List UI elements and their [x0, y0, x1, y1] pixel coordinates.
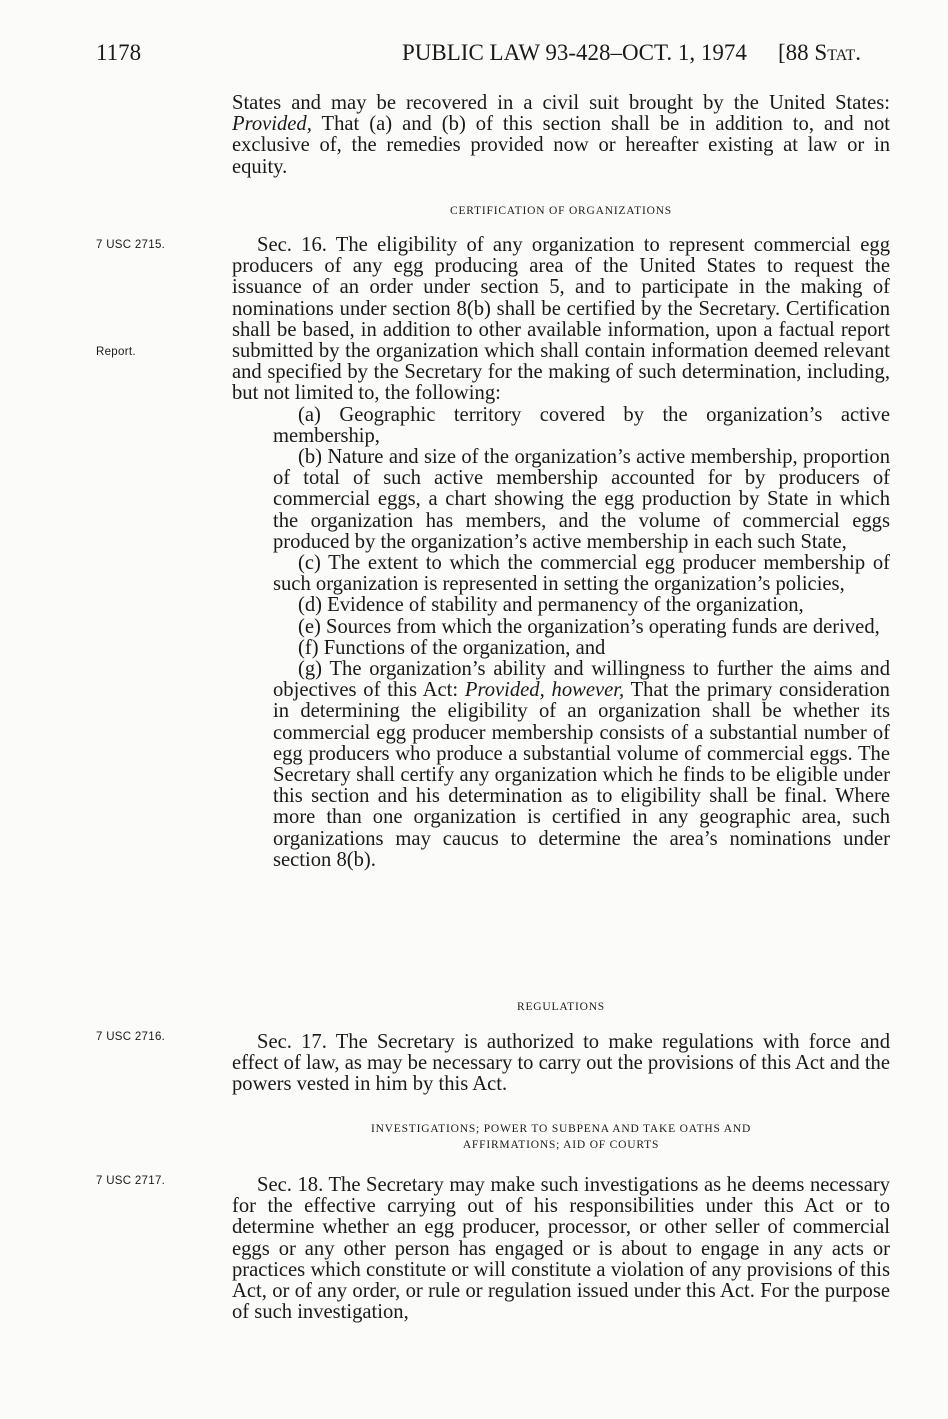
item-g-text-2: That the primary consideration in determining the eligibility of an organization shall be whether its commercial egg producer membership consists of a substantial number of egg producers who produce a substantial volume of commercial eggs. The Secretary shall certify any organization which he finds to be eligible under this section and his determination as to eligibility shall be final. Where more than one organization is certified in any geographic area, such organizations may caucus to determine the area’s nominations under section 8(b). — [273, 679, 890, 871]
item-c: (c) The extent to which the commercial egg producer membership of such organization is represented in setting the organization’s policies, — [273, 552, 890, 596]
section-16-text: Sec. 16. The eligibility of any organization to represent commercial egg producers of any egg producing area of the United States to request the issuance of an order under section 5, and to participate in the making of nominations under section 8(b) shall be certified by the Secretary. Certification shall be based, in addition to other available information, upon a factual report submitted by the organization which shall contain information deemed relevant and specified by the Secretary for the making of such determination, including, but not limited to, the following: — [232, 234, 890, 405]
margin-note-usc-2717: 7 USC 2717. — [96, 1175, 166, 1187]
section-18 — [232, 1175, 890, 1323]
section-18-text: Sec. 18. The Secretary may make such investigations as he deems necessary for the effective carrying out of his responsibilities under this Act or to determine whether an egg producer, processor, or other seller of commercial eggs or any other person has engaged or is about to engage in any acts or practices which constitute or will constitute a violation of any provisions of this Act, or of any order, or rule or regulation issued under this Act. For the purpose of such investigation, — [232, 1174, 890, 1324]
item-d: (d) Evidence of stability and permanency of the organization, — [298, 594, 804, 617]
item-g-text-1: (g) The organization’s ability and willingness to further the aims and objectives of this Act: — [273, 658, 890, 702]
margin-note-usc-2715: 7 USC 2715. — [96, 239, 166, 251]
item-e: (e) Sources from which the organization’s operating funds are derived, — [298, 615, 880, 638]
section-16 — [232, 235, 890, 871]
item-a: (a) Geographic territory covered by the organization’s active membership, — [273, 403, 890, 447]
heading-line-2: AFFIRMATIONS; AID OF COURTS — [462, 1139, 660, 1151]
page-number: 1178 — [96, 40, 142, 65]
section-17 — [232, 1032, 890, 1096]
heading-line-1: INVESTIGATIONS; POWER TO SUBPENA AND TAKE OATHS AND — [370, 1123, 752, 1135]
item-b: (b) Nature and size of the organization’s active membership, proportion of total of such active membership accounted for by producers of commercial eggs, a chart showing the egg production by State in which the organization has members, and the volume of commercial eggs produced by the organization’s active membership in each such State, — [273, 446, 890, 553]
section-heading-certification: CERTIFICATION OF ORGANIZATIONS — [449, 205, 672, 217]
page-title: PUBLIC LAW 93-428–OCT. 1, 1974 — [402, 40, 747, 65]
provided-italic: Provided, — [232, 113, 312, 136]
item-g — [232, 659, 890, 871]
opening-text-1: States and may be recovered in a civil suit brought by the United States: — [232, 92, 890, 114]
section-heading-regulations: REGULATIONS — [516, 1001, 606, 1013]
statute-reference: [88 Stat. — [778, 40, 861, 65]
opening-paragraph — [232, 93, 890, 178]
margin-note-usc-2716: 7 USC 2716. — [96, 1031, 166, 1043]
section-heading-investigations — [232, 1121, 890, 1153]
margin-note-report: Report. — [96, 346, 136, 358]
opening-text-2: That (a) and (b) of this section shall be in addition to, and not exclusive of, the remedies provided now or hereafter existing at law or in equity. — [232, 113, 890, 178]
running-head — [96, 40, 896, 70]
section-17-text: Sec. 17. The Secretary is authorized to make regulations with force and effect of law, as may be necessary to carry out the provisions of this Act and the powers vested in him by this Act. — [232, 1031, 890, 1096]
item-f: (f) Functions of the organization, and — [298, 636, 606, 659]
provided-however-italic: Provided, however, — [464, 679, 625, 702]
